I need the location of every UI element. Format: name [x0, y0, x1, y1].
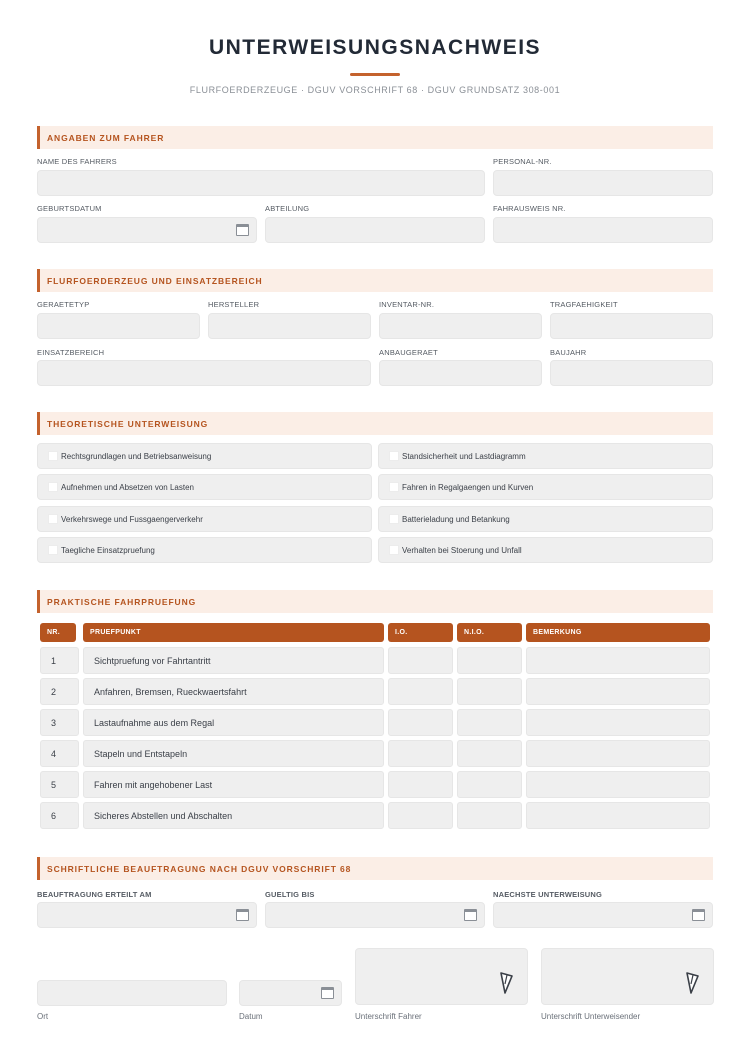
- title-underline: [350, 73, 400, 76]
- checkbox-label: Standsicherheit und Lastdiagramm: [402, 452, 526, 461]
- section-driver-heading: ANGABEN ZUM FAHRER: [37, 126, 713, 149]
- row-number: 2: [51, 687, 57, 697]
- theory-checkbox-row[interactable]: [37, 474, 372, 500]
- not-ok-cell[interactable]: [457, 647, 522, 674]
- checkpoint-cell: [83, 740, 384, 767]
- driver-name-label: NAME DES FAHRERS: [37, 157, 117, 166]
- ok-cell[interactable]: [388, 678, 453, 705]
- instructor-signature-field[interactable]: [541, 948, 714, 1005]
- checkpoint-text: Anfahren, Bremsen, Rueckwaertsfahrt: [94, 687, 247, 697]
- valid-until-label: GUELTIG BIS: [265, 890, 315, 899]
- section-theory-heading: THEORETISCHE UNTERWEISUNG: [37, 412, 713, 435]
- valid-until-field[interactable]: [265, 902, 485, 928]
- row-number: 3: [51, 718, 57, 728]
- not-ok-cell[interactable]: [457, 771, 522, 798]
- pen-icon: [685, 972, 699, 994]
- license-number-field[interactable]: [493, 217, 713, 243]
- row-number-cell: [40, 771, 79, 798]
- checkbox[interactable]: [389, 514, 399, 524]
- checkpoint-text: Lastaufnahme aus dem Regal: [94, 718, 215, 728]
- table-header-nr: NR.: [40, 623, 76, 642]
- next-instruction-label: NAECHSTE UNTERWEISUNG: [493, 890, 603, 899]
- manufacturer-label: HERSTELLER: [208, 300, 260, 309]
- operating-area-label: EINSATZBEREICH: [37, 348, 105, 357]
- row-number-cell: [40, 678, 79, 705]
- driver-name-field[interactable]: [37, 170, 485, 196]
- checkbox[interactable]: [48, 545, 58, 555]
- checkbox[interactable]: [389, 482, 399, 492]
- checkbox[interactable]: [48, 451, 58, 461]
- calendar-icon[interactable]: [692, 909, 705, 921]
- theory-checkbox-row[interactable]: [378, 537, 713, 563]
- checkpoint-cell: [83, 709, 384, 736]
- remark-cell[interactable]: [526, 678, 710, 705]
- row-number-cell: [40, 802, 79, 829]
- row-number: 1: [51, 656, 57, 666]
- device-type-label: GERAETETYP: [37, 300, 90, 309]
- checkbox[interactable]: [48, 482, 58, 492]
- checkpoint-cell: [83, 647, 384, 674]
- checkpoint-cell: [83, 771, 384, 798]
- calendar-icon[interactable]: [236, 224, 249, 236]
- ok-cell[interactable]: [388, 709, 453, 736]
- driver-signature-field[interactable]: [355, 948, 528, 1005]
- ok-cell[interactable]: [388, 802, 453, 829]
- row-number: 5: [51, 780, 57, 790]
- personnel-number-field[interactable]: [493, 170, 713, 196]
- not-ok-cell[interactable]: [457, 678, 522, 705]
- row-number: 6: [51, 811, 57, 821]
- table-header-remark: BEMERKUNG: [526, 623, 710, 642]
- inventory-number-field[interactable]: [379, 313, 542, 339]
- load-capacity-field[interactable]: [550, 313, 713, 339]
- section-authorization-heading: SCHRIFTLICHE BEAUFTRAGUNG NACH DGUV VORSCHRIFT 68: [37, 857, 713, 880]
- date-label: Datum: [239, 1012, 263, 1021]
- date-field[interactable]: [239, 980, 342, 1006]
- birth-date-field[interactable]: [37, 217, 257, 243]
- not-ok-cell[interactable]: [457, 709, 522, 736]
- build-year-label: BAUJAHR: [550, 348, 587, 357]
- section-vehicle-heading: FLURFOERDERZEUG UND EINSATZBEREICH: [37, 269, 713, 292]
- place-label: Ort: [37, 1012, 49, 1021]
- theory-checkbox-row[interactable]: [37, 506, 372, 532]
- row-number-cell: [40, 709, 79, 736]
- issued-date-label: BEAUFTRAGUNG ERTEILT AM: [37, 890, 152, 899]
- issued-date-field[interactable]: [37, 902, 257, 928]
- remark-cell[interactable]: [526, 709, 710, 736]
- license-number-label: FAHRAUSWEIS NR.: [493, 204, 566, 213]
- theory-checkbox-row[interactable]: [378, 443, 713, 469]
- instructor-signature-label: Unterschrift Unterweisender: [541, 1012, 641, 1021]
- operating-area-field[interactable]: [37, 360, 371, 386]
- load-capacity-label: TRAGFAEHIGKEIT: [550, 300, 618, 309]
- calendar-icon[interactable]: [464, 909, 477, 921]
- theory-checkbox-row[interactable]: [37, 443, 372, 469]
- remark-cell[interactable]: [526, 647, 710, 674]
- checkbox[interactable]: [389, 545, 399, 555]
- checkbox[interactable]: [389, 451, 399, 461]
- row-number-cell: [40, 740, 79, 767]
- page-title: UNTERWEISUNGSNACHWEIS: [208, 36, 542, 59]
- ok-cell[interactable]: [388, 647, 453, 674]
- ok-cell[interactable]: [388, 771, 453, 798]
- table-header-ok: I.O.: [388, 623, 453, 642]
- department-field[interactable]: [265, 217, 485, 243]
- table-header-checkpoint: PRUEFPUNKT: [83, 623, 384, 642]
- attachment-field[interactable]: [379, 360, 542, 386]
- not-ok-cell[interactable]: [457, 740, 522, 767]
- checkpoint-cell: [83, 802, 384, 829]
- birth-date-label: GEBURTSDATUM: [37, 204, 102, 213]
- page-subtitle: FLURFOERDERZEUGE · DGUV VORSCHRIFT 68 · DGUV GRUNDSATZ 308-001: [189, 85, 561, 95]
- remark-cell[interactable]: [526, 771, 710, 798]
- checkbox-label: Rechtsgrundlagen und Betriebsanweisung: [61, 452, 212, 461]
- theory-checkbox-row[interactable]: [37, 537, 372, 563]
- manufacturer-field[interactable]: [208, 313, 371, 339]
- pen-icon: [499, 972, 513, 994]
- not-ok-cell[interactable]: [457, 802, 522, 829]
- remark-cell[interactable]: [526, 802, 710, 829]
- department-label: ABTEILUNG: [265, 204, 310, 213]
- table-header-not-ok: N.I.O.: [457, 623, 522, 642]
- checkbox-label: Taegliche Einsatzpruefung: [61, 546, 155, 555]
- checkpoint-text: Stapeln und Entstapeln: [94, 749, 188, 759]
- place-field[interactable]: [37, 980, 227, 1006]
- calendar-icon[interactable]: [236, 909, 249, 921]
- checkbox-label: Verhalten bei Stoerung und Unfall: [402, 546, 522, 555]
- checkbox-label: Fahren in Regalgaengen und Kurven: [402, 483, 534, 492]
- remark-cell[interactable]: [526, 740, 710, 767]
- ok-cell[interactable]: [388, 740, 453, 767]
- build-year-field[interactable]: [550, 360, 713, 386]
- driver-signature-label: Unterschrift Fahrer: [355, 1012, 422, 1021]
- calendar-icon[interactable]: [321, 987, 334, 999]
- row-number-cell: [40, 647, 79, 674]
- personnel-number-label: PERSONAL-NR.: [493, 157, 552, 166]
- checkbox-label: Batterieladung und Betankung: [402, 515, 510, 524]
- device-type-field[interactable]: [37, 313, 200, 339]
- checkbox-label: Verkehrswege und Fussgaengerverkehr: [61, 515, 203, 524]
- checkpoint-cell: [83, 678, 384, 705]
- row-number: 4: [51, 749, 57, 759]
- checkbox-label: Aufnehmen und Absetzen von Lasten: [61, 483, 194, 492]
- attachment-label: ANBAUGERAET: [379, 348, 438, 357]
- checkbox[interactable]: [48, 514, 58, 524]
- theory-checkbox-row[interactable]: [378, 506, 713, 532]
- theory-checkbox-row[interactable]: [378, 474, 713, 500]
- checkpoint-text: Sichtpruefung vor Fahrtantritt: [94, 656, 211, 666]
- section-practical-heading: PRAKTISCHE FAHRPRUEFUNG: [37, 590, 713, 613]
- inventory-number-label: INVENTAR-NR.: [379, 300, 435, 309]
- next-instruction-field[interactable]: [493, 902, 713, 928]
- checkpoint-text: Fahren mit angehobener Last: [94, 780, 213, 790]
- checkpoint-text: Sicheres Abstellen und Abschalten: [94, 811, 233, 821]
